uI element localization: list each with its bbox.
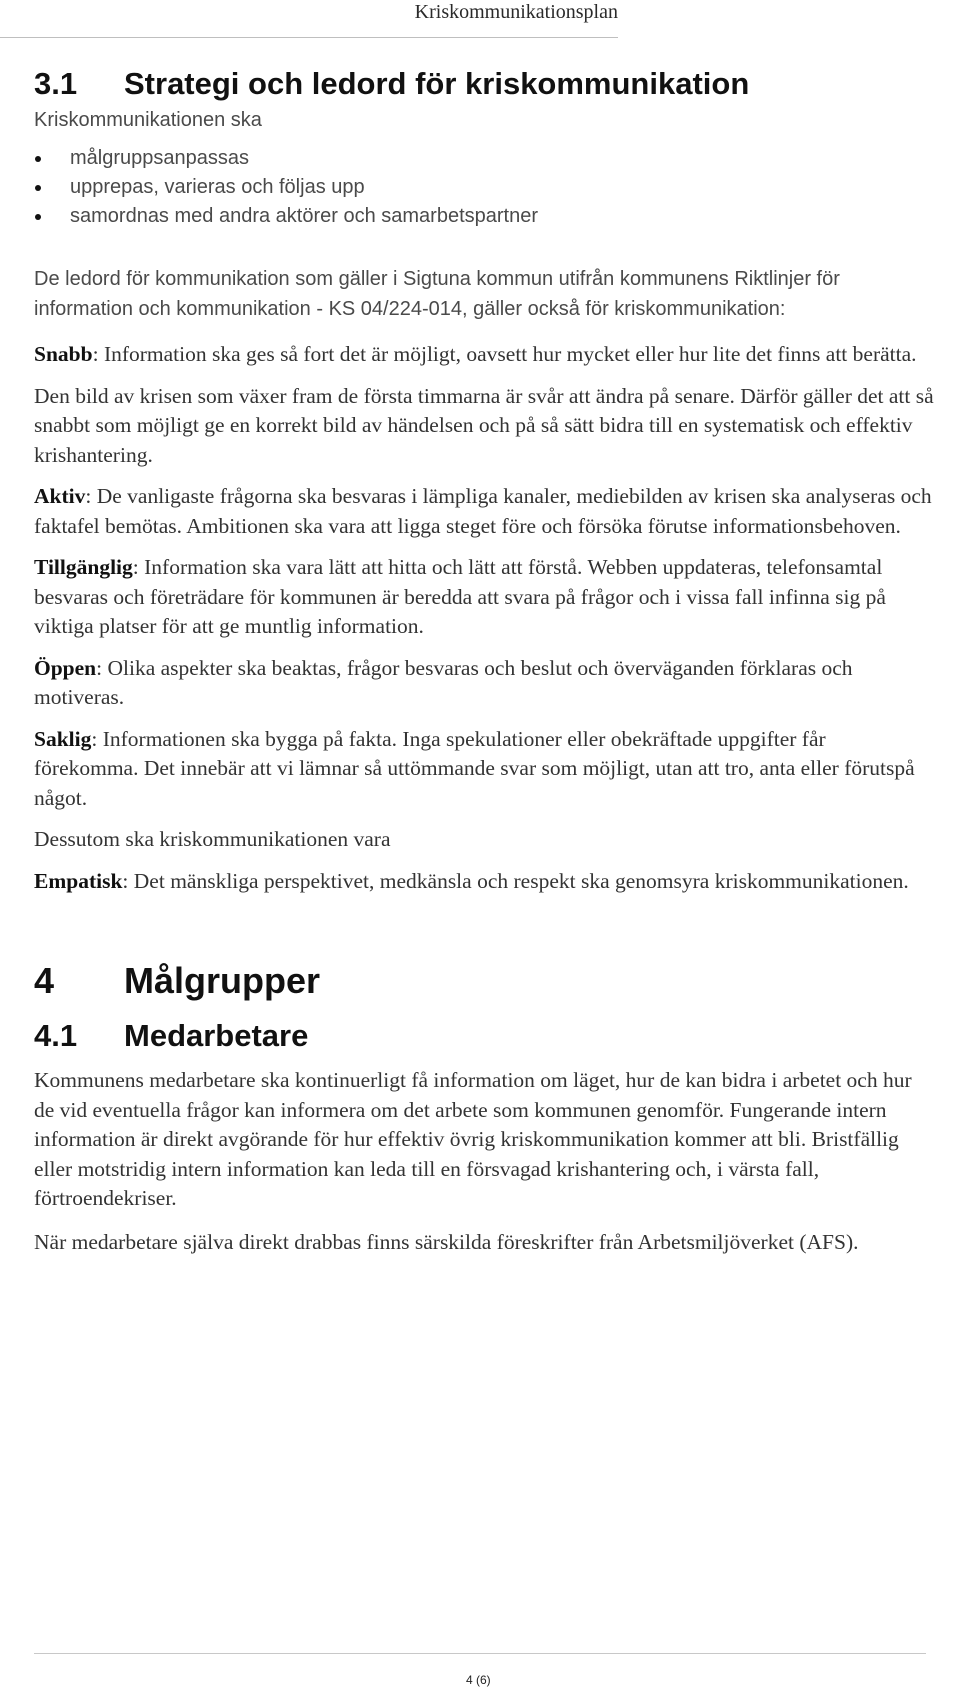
oppen-label: Öppen: [34, 655, 97, 680]
heading-4-1-number: 4.1: [34, 1018, 78, 1053]
heading-4-title: Målgrupper: [124, 960, 321, 1001]
empatisk-label: Empatisk: [34, 868, 123, 893]
page-number: 4 (6): [466, 1673, 491, 1687]
oppen-text: : Olika aspekter ska beaktas, frågor besvaras och beslut och överväganden förklaras och motiveras.: [34, 655, 853, 709]
heading-4: [34, 958, 934, 1004]
saklig-paragraph: [34, 725, 934, 814]
list-item-text: upprepas, varieras och följas upp: [70, 176, 365, 198]
snabb-text: : Information ska ges så fort det är möjligt, oavsett hur mycket eller hur lite det finns att berätta.: [92, 342, 917, 366]
footer-divider: [34, 1653, 926, 1654]
lead-text: Kriskommunikationen ska: [34, 109, 262, 131]
document-title: Kriskommunikationsplan: [414, 1, 618, 23]
snabb-label: Snabb: [34, 342, 93, 366]
saklig-text: : Informationen ska bygga på fakta. Inga spekulationer eller obekräftade uppgifter får förekomma. Det innebär att vi lämnar så uttömmande svar som möjligt, utan att tro, anta eller förutspå något.: [34, 726, 915, 810]
bullet-icon: [35, 156, 41, 162]
dessutom-paragraph: Dessutom ska kriskommunikationen vara: [34, 827, 391, 851]
heading-4-1-title: Medarbetare: [124, 1018, 309, 1053]
bullet-icon: [35, 185, 41, 191]
list-item: [34, 202, 934, 231]
list-item-text: samordnas med andra aktörer och samarbetspartner: [70, 205, 539, 227]
heading-4-1: [34, 1016, 934, 1056]
medarbetare-paragraph-2: När medarbetare själva direkt drabbas finns särskilda föreskrifter från Arbetsmiljöverket (AFS).: [34, 1229, 859, 1254]
medarbetare-paragraph-1: Kommunens medarbetare ska kontinuerligt få information om läget, hur de kan bidra i arbetet och hur de vid eventuella frågor kan informera om det arbete som kommunen genomför. Fungerande intern information är direkt avgörande för hur effektiv övrig kriskommunikation kommer att bli. Bristfällig eller motstridig intern information kan leda till en försvagad krishantering och, i värsta fall, förtroendekriser.: [34, 1068, 912, 1210]
aktiv-label: Aktiv: [34, 484, 86, 508]
heading-3-1: [34, 64, 934, 104]
bullet-list: [34, 144, 934, 231]
list-item: [34, 173, 934, 202]
saklig-label: Saklig: [34, 726, 92, 751]
page-content: [34, 50, 934, 1257]
aktiv-text: : De vanligaste frågorna ska besvaras i lämpliga kanaler, mediebilden av krisen ska analyseras och faktafel bemötas. Ambitionen ska vara att ligga steget före och försöka förutse informationsbehoven.: [34, 484, 932, 538]
empatisk-paragraph: [34, 867, 934, 897]
empatisk-text: : Det mänskliga perspektivet, medkänsla och respekt ska genomsyra kriskommunikationen.: [122, 868, 909, 893]
heading-3-1-number: 3.1: [34, 66, 78, 101]
aktiv-paragraph: [34, 482, 934, 541]
tillganglig-label: Tillgänglig: [34, 555, 133, 579]
snabb-paragraph: [34, 340, 934, 370]
heading-4-number: 4: [34, 960, 55, 1001]
oppen-paragraph: [34, 654, 934, 713]
tillganglig-paragraph: [34, 553, 934, 642]
list-item-text: målgruppsanpassas: [70, 147, 249, 169]
intro-paragraph: De ledord för kommunikation som gäller i Sigtuna kommun utifrån kommunens Riktlinjer för information och kommunikation - KS 04/224-014, gäller också för kriskommunikation:: [34, 268, 840, 320]
snabb-paragraph-2: Den bild av krisen som växer fram de första timmarna är svår att ändra på senare. Därför gäller det att så snabbt som möjligt ge en korrekt bild av händelsen och på så sätt bidra till en systematisk och effektiv krishantering.: [34, 383, 934, 467]
page-header: [0, 0, 618, 38]
heading-3-1-title: Strategi och ledord för kriskommunikation: [124, 66, 750, 101]
tillganglig-text: : Information ska vara lätt att hitta och lätt att förstå. Webben uppdateras, telefonsamtal besvaras och företrädare för kommunen är beredda att svara på frågor och i vissa fall infinna sig på viktiga platser för att ge muntlig information.: [34, 555, 886, 638]
bullet-icon: [35, 214, 41, 220]
list-item: [34, 144, 934, 173]
